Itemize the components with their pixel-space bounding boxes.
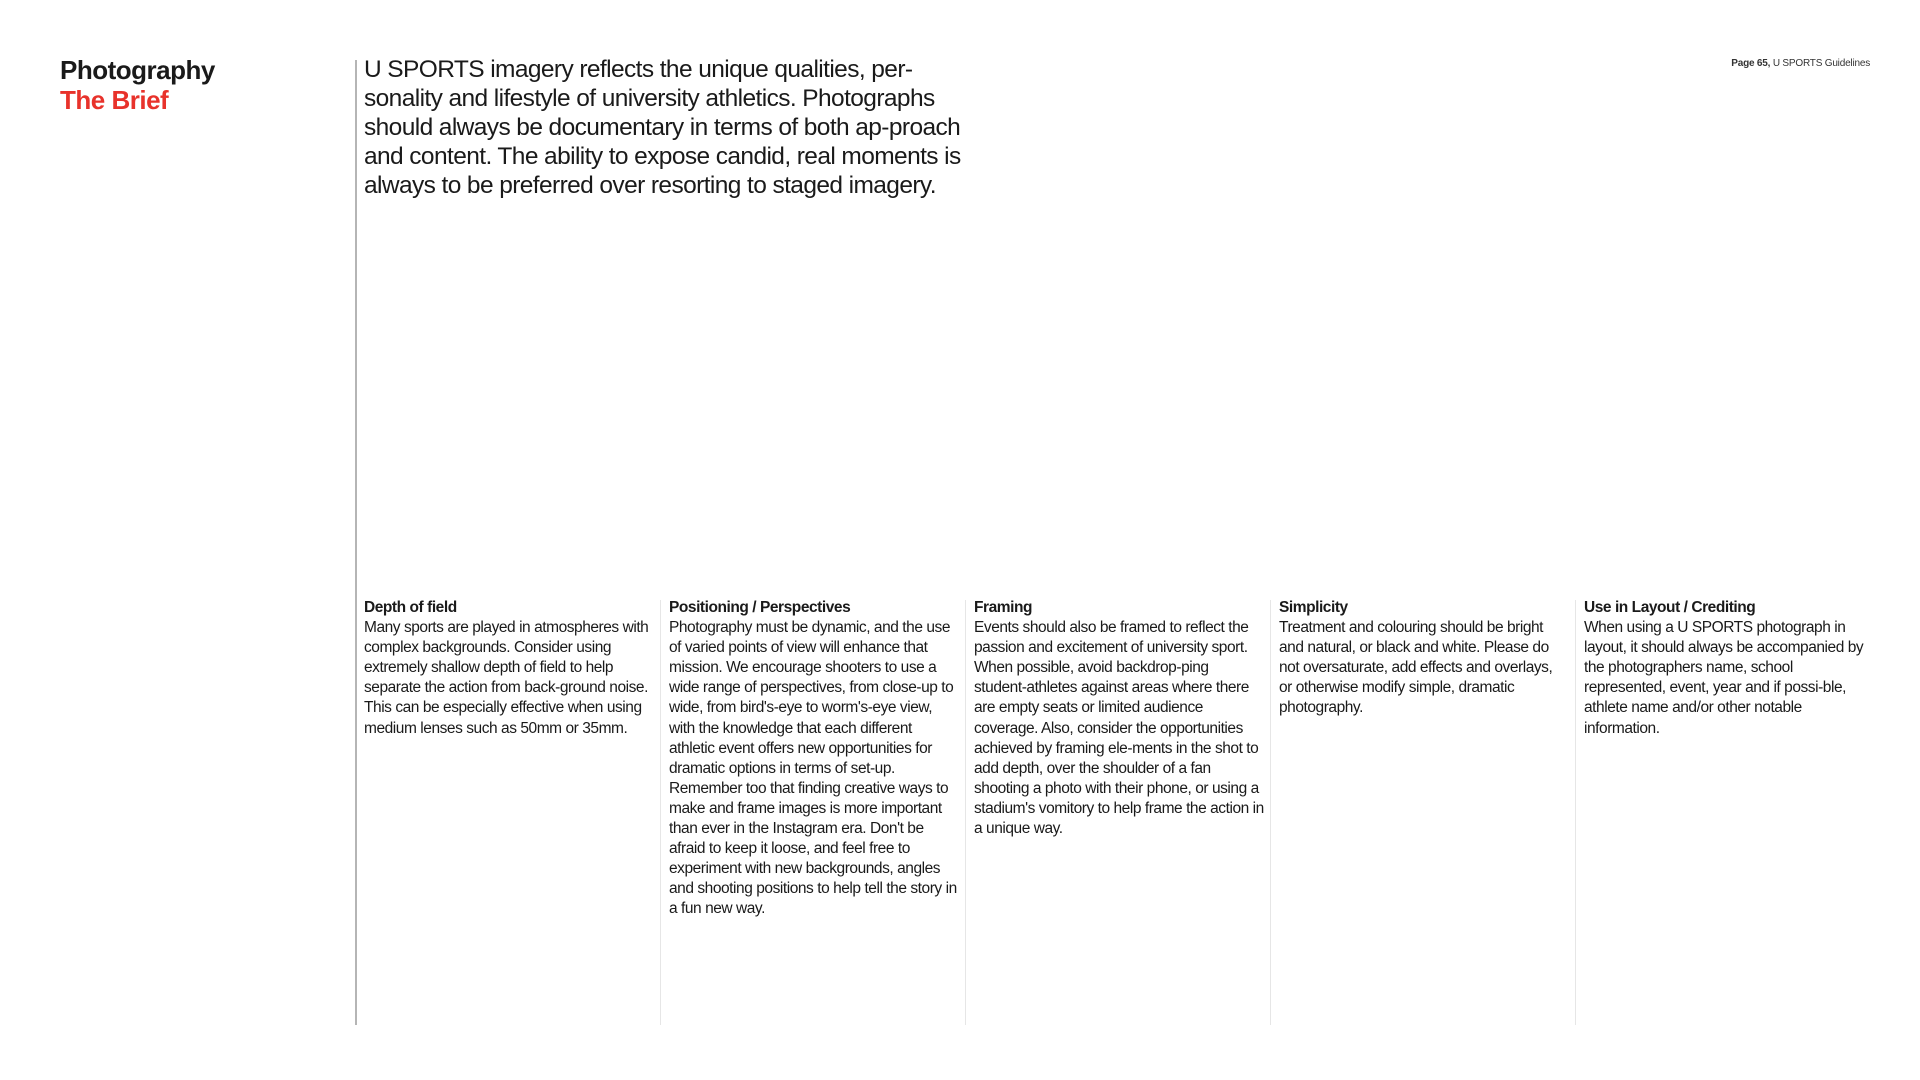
column-heading: Depth of field [364,599,457,616]
column-use-in-layout-crediting [1584,598,1874,739]
section-title-secondary: The Brief [60,85,169,115]
column-body: Events should also be framed to reflect the passion and excitement of university sport. When possible, avoid backdrop-ping student-athletes against areas where there are empty seats or limited audience coverage. Also, consider the opportunities achieved by framing ele-ments in the shot to add depth, over the shoulder of a fan shooting a photo with their phone, or using a stadium's vomitory to help frame the action in a unique way. [974,619,1264,838]
column-rule-4 [1270,600,1271,1025]
column-rule-3 [965,600,966,1025]
column-body: Many sports are played in atmospheres with complex backgrounds. Consider using extremely shallow depth of field to help separate the action from back-ground noise. This can be especially effective when using medium lenses such as 50mm or 35mm. [364,619,649,737]
column-body: Photography must be dynamic, and the use of varied points of view will enhance that mission. We encourage shooters to use a wide range of perspectives, from close-up to wide, from bird's-eye to worm's-eye view, with the knowledge that each different athletic event offers new opportunities for dramatic options in terms of set-up. Remember too that finding creative ways to make and frame images is more important than ever in the Instagram era. Don't be afraid to keep it loose, and feel free to experiment with new backgrounds, angles and shooting positions to help tell the story in a fun new way. [669,619,957,918]
column-rule-2 [660,600,661,1025]
section-title-primary: Photography [60,55,215,85]
section-title [60,55,215,115]
column-heading: Framing [974,599,1032,616]
column-depth-of-field [364,598,654,739]
column-framing [974,598,1264,839]
column-body: When using a U SPORTS photograph in layout, it should always be accompanied by the photographers name, school represented, event, year and if possi-ble, athlete name and/or other notable information. [1584,619,1864,737]
column-rule-5 [1575,600,1576,1025]
column-heading: Use in Layout / Crediting [1584,599,1756,616]
column-positioning-perspectives [669,598,959,920]
document-name: U SPORTS Guidelines [1772,58,1870,69]
column-heading: Simplicity [1279,599,1348,616]
intro-paragraph: U SPORTS imagery reflects the unique qualities, per-sonality and lifestyle of university athletics. Photographs should always be documentary in terms of both ap-proach and content. The ability to expose candid, real moments is always to be preferred over resorting to staged imagery. [364,56,961,199]
page-number: Page 65, [1731,58,1771,69]
column-heading: Positioning / Perspectives [669,599,851,616]
column-body: Treatment and colouring should be bright and natural, or black and white. Please do not oversaturate, add effects and overlays, or otherwise modify simple, dramatic photography. [1279,619,1553,717]
main-column-rule [355,60,357,1025]
page-reference [1731,58,1870,69]
column-simplicity [1279,598,1569,719]
